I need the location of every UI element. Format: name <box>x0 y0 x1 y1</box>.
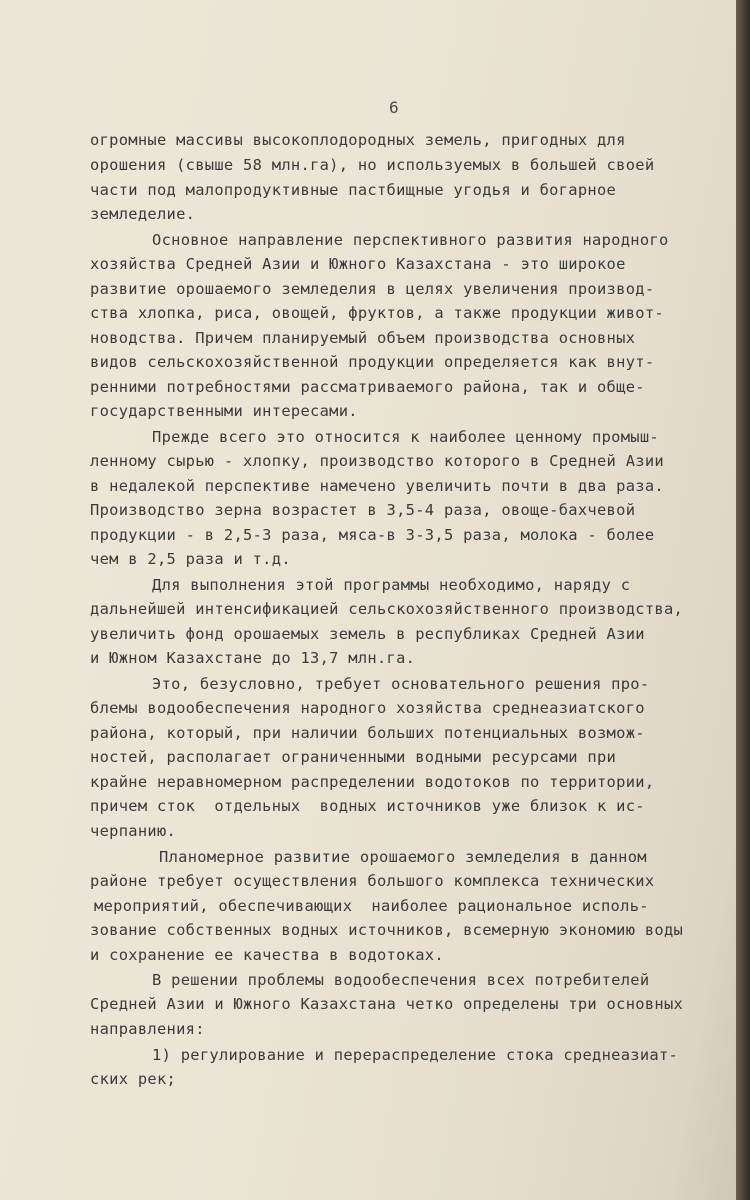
text-line: Планомерное развитие орошаемого земледелия в данном <box>159 848 647 866</box>
text-line: В решении проблемы водообеспечения всех потребителей <box>152 971 650 989</box>
text-line: Это, безусловно, требует основательного решения про- <box>152 675 650 693</box>
text-line: видов сельскохозяйственной продукции определяется как внут- <box>90 353 655 371</box>
text-line: ностей, располагает ограниченными водными ресурсами при <box>90 748 617 766</box>
text-line: в недалекой перспективе намечено увеличить почти в два раза. <box>90 477 664 495</box>
text-line: увеличить фонд орошаемых земель в республиках Средней Азии <box>90 625 645 643</box>
text-line: 1) регулирование и перераспределение стока среднеазиат- <box>152 1046 679 1064</box>
text-line: земледелие. <box>90 205 196 223</box>
text-line: Производство зерна возрастет в 3,5-4 раза, овоще-бахчевой <box>90 501 636 519</box>
text-line: направления: <box>90 1020 205 1038</box>
text-line: огромные массивы высокоплодородных земель, пригодных для <box>90 131 626 149</box>
text-line: ских рек; <box>90 1070 177 1088</box>
text-line: продукции - в 2,5-3 раза, мяса-в 3-3,5 раза, молока - более <box>90 526 655 544</box>
text-line: развитие орошаемого земледелия в целях увеличения производ- <box>90 280 655 298</box>
text-line: мероприятий, обеспечивающих наиболее рациональное исполь- <box>94 897 649 915</box>
text-line: новодства. Причем планируемый объем производства основных <box>90 329 636 347</box>
page-number: 6 <box>389 98 399 117</box>
text-line: черпанию. <box>90 822 177 840</box>
page-edge <box>736 0 750 1200</box>
text-line: чем в 2,5 раза и т.д. <box>90 550 291 568</box>
text-line: и сохранение ее качества в водотоках. <box>90 946 444 964</box>
text-line: Прежде всего это относится к наиболее ценному промыш- <box>152 428 659 446</box>
text-line: зование собственных водных источников, всемерную экономию воды <box>90 921 684 939</box>
text-line: части под малопродуктивные пастбищные угодья и богарное <box>90 181 617 199</box>
text-line: районе требует осуществления большого комплекса технических <box>90 872 655 890</box>
text-line: крайне неравномерном распределении водотоков по территории, <box>90 773 655 791</box>
text-line: хозяйства Средней Азии и Южного Казахстана - это широкое <box>90 255 626 273</box>
text-line: дальнейшей интенсификацией сельскохозяйственного производства, <box>90 600 684 618</box>
text-line: ленному сырью - хлопку, производство которого в Средней Азии <box>90 452 664 470</box>
text-line: и Южном Казахстане до 13,7 млн.га. <box>90 649 416 667</box>
text-line: ренними потребностями рассматриваемого района, так и обще- <box>90 378 645 396</box>
text-line: орошения (свыше 58 млн.га), но используемых в большей своей <box>90 156 655 174</box>
text-line: Средней Азии и Южного Казахстана четко определены три основных <box>90 995 684 1013</box>
text-line: блемы водообеспечения народного хозяйства среднеазиатского <box>90 699 645 717</box>
text-line: государственными интересами. <box>90 402 358 420</box>
text-line: ства хлопка, риса, овощей, фруктов, а также продукции живот- <box>90 304 664 322</box>
text-line: причем сток отдельных водных источников уже близок к ис- <box>90 797 645 815</box>
text-line: района, который, при наличии больших потенциальных возмож- <box>90 724 645 742</box>
text-line: Для выполнения этой программы необходимо, наряду с <box>152 576 631 594</box>
text-line: Основное направление перспективного развития народного <box>152 231 669 249</box>
